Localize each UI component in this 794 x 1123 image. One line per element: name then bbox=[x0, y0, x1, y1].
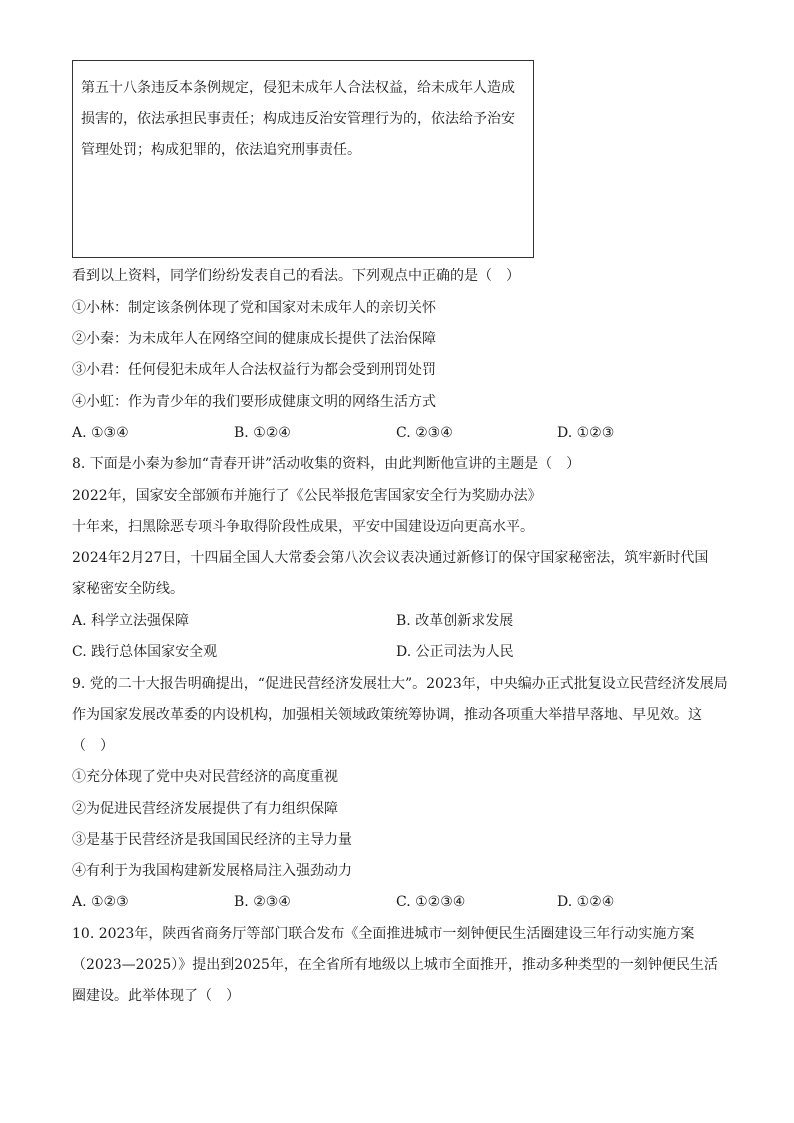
q9-statement-1: ①充分体现了党中央对民营经济的高度重视 bbox=[72, 769, 338, 785]
q7-statement-1: ①小林：制定该条例体现了党和国家对未成年人的亲切关怀 bbox=[72, 300, 436, 316]
q7-statement-4: ④小虹：作为青少年的我们要形成健康文明的网络生活方式 bbox=[72, 394, 436, 410]
article-line: 管理处罚；构成犯罪的，依法追究刑事责任。 bbox=[81, 142, 361, 158]
q8-option-d[interactable]: D. 公正司法为人民 bbox=[396, 644, 514, 660]
q9-statement-3: ③是基于民营经济是我国国民经济的主导力量 bbox=[72, 832, 352, 848]
q8-material-1: 2022年，国家安全部颁布并施行了《公民举报危害国家安全行为奖励办法》 bbox=[72, 488, 542, 504]
q8-option-c[interactable]: C. 践行总体国家安全观 bbox=[72, 644, 218, 660]
q8-material-3: 2024年2月27日，十四届全国人大常委会第八次会议表决通过新修订的保守国家秘密法，筑牢新时代国 bbox=[72, 550, 709, 566]
q7-option-a[interactable]: A. ①③④ bbox=[72, 425, 129, 441]
q10-stem-line-1: 10. 2023年，陕西省商务厅等部门联合发布《全面推进城市一刻钟便民生活圈建设三年行动实施方案 bbox=[72, 926, 695, 942]
q9-option-c[interactable]: C. ①②③④ bbox=[396, 894, 466, 910]
q10-stem-line-3: 圈建设。此举体现了（ ） bbox=[72, 988, 240, 1004]
q9-option-b[interactable]: B. ②③④ bbox=[234, 894, 291, 910]
article-excerpt-box bbox=[72, 60, 534, 258]
q7-statement-2: ②小秦：为未成年人在网络空间的健康成长提供了法治保障 bbox=[72, 331, 436, 347]
q7-option-b[interactable]: B. ①②④ bbox=[234, 425, 291, 441]
q8-material-4: 家秘密安全防线。 bbox=[72, 581, 184, 597]
article-line: 损害的，依法承担民事责任；构成违反治安管理行为的，依法给予治安 bbox=[81, 111, 515, 127]
q9-statement-4: ④有利于为我国构建新发展格局注入强劲动力 bbox=[72, 863, 352, 879]
q10-stem-line-2: （2023—2025）》提出到2025年，在全省所有地级以上城市全面推开，推动多种类型的一刻钟便民生活 bbox=[72, 957, 718, 973]
q9-stem-line-3: （ ） bbox=[72, 738, 114, 754]
q7-option-c[interactable]: C. ②③④ bbox=[396, 425, 453, 441]
q8-option-b[interactable]: B. 改革创新求发展 bbox=[396, 613, 514, 629]
q7-statement-3: ③小君：任何侵犯未成年人合法权益行为都会受到刑罚处罚 bbox=[72, 362, 436, 378]
q9-statement-2: ②为促进民营经济发展提供了有力组织保障 bbox=[72, 801, 338, 817]
q7-option-d[interactable]: D. ①②③ bbox=[557, 425, 615, 441]
article-line: 第五十八条违反本条例规定，侵犯未成年人合法权益，给未成年人造成 bbox=[81, 80, 515, 96]
q8-material-2: 十年来，扫黑除恶专项斗争取得阶段性成果，平安中国建设迈向更高水平。 bbox=[72, 519, 534, 535]
q8-option-a[interactable]: A. 科学立法强保障 bbox=[72, 613, 190, 629]
q9-option-a[interactable]: A. ①②③ bbox=[72, 894, 129, 910]
q7-stem: 看到以上资料，同学们纷纷发表自己的看法。下列观点中正确的是（ ） bbox=[72, 268, 520, 284]
q9-stem-line-2: 作为国家发展改革委的内设机构，加强相关领域政策统筹协调，推动各项重大举措早落地、早见效。这 bbox=[72, 707, 702, 723]
q8-stem: 8. 下面是小秦为参加“青春开讲”活动收集的资料，由此判断他宣讲的主题是（ ） bbox=[72, 456, 581, 472]
q9-stem-line-1: 9. 党的二十大报告明确提出，“促进民营经济发展壮大”。2023年，中央编办正式批复设立民营经济发展局 bbox=[72, 676, 728, 692]
q9-option-d[interactable]: D. ①②④ bbox=[557, 894, 615, 910]
